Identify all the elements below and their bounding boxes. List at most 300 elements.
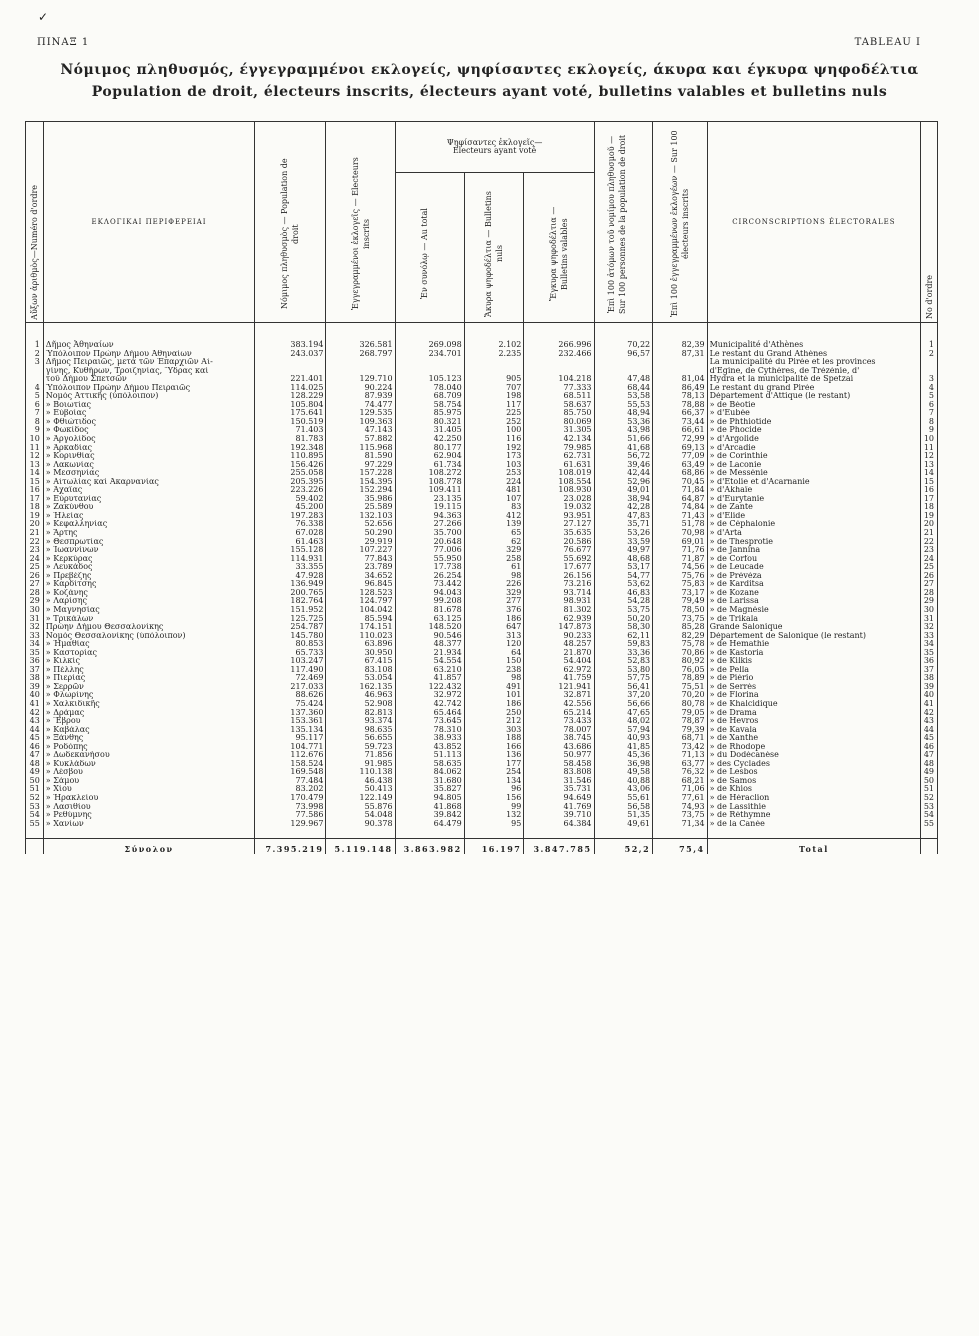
header-pop: Νόμιμος πληθυσμὸς — Population de droit — [255, 122, 326, 323]
row-number: 5 — [26, 392, 44, 401]
row-number-fr: 27 — [921, 580, 938, 589]
total-nul: 16.197 — [464, 839, 524, 854]
row-number-fr: 20 — [921, 520, 938, 529]
pct-registered: 71,06 — [653, 785, 707, 794]
table-row — [26, 418, 938, 427]
row-number: 14 — [26, 469, 44, 478]
region-greek: » Εὐβοίας — [43, 409, 255, 418]
valid-ballots: 93.714 — [524, 589, 594, 598]
row-number: 8 — [26, 418, 44, 427]
table-row — [26, 392, 938, 401]
population: 73.998 — [255, 803, 326, 812]
row-number: 9 — [26, 426, 44, 435]
row-number — [26, 367, 44, 376]
registered-voters: 54.048 — [326, 811, 395, 820]
table-row — [26, 367, 938, 376]
pct-population: 59,83 — [594, 640, 653, 649]
population: 151.952 — [255, 606, 326, 615]
region-french: » de Serrès — [707, 683, 921, 692]
row-number-fr: 13 — [921, 461, 938, 470]
votes-total: 23.135 — [395, 495, 464, 504]
pct-population: 47,65 — [594, 709, 653, 718]
votes-total: 94.043 — [395, 589, 464, 598]
population: 383.194 — [255, 323, 326, 350]
population: 112.676 — [255, 751, 326, 760]
population — [255, 358, 326, 367]
valid-ballots: 39.710 — [524, 811, 594, 820]
invalid-ballots: 224 — [464, 478, 524, 487]
registered-voters: 57.882 — [326, 435, 395, 444]
registered-voters: 154.395 — [326, 478, 395, 487]
table-row — [26, 384, 938, 393]
region-french: » de Drama — [707, 709, 921, 718]
row-number-fr: 32 — [921, 623, 938, 632]
population: 114.025 — [255, 384, 326, 393]
invalid-ballots: 101 — [464, 691, 524, 700]
votes-total: 58.635 — [395, 760, 464, 769]
registered-voters: 85.594 — [326, 615, 395, 624]
valid-ballots: 64.384 — [524, 820, 594, 839]
invalid-ballots: 192 — [464, 444, 524, 453]
row-number: 21 — [26, 529, 44, 538]
region-greek: » Πέλλης — [43, 666, 255, 675]
pct-registered: 71,43 — [653, 512, 707, 521]
region-greek: » Ἀρκαδίας — [43, 444, 255, 453]
invalid-ballots: 250 — [464, 709, 524, 718]
registered-voters: 326.581 — [326, 323, 395, 350]
row-number-fr: 19 — [921, 512, 938, 521]
registered-voters: 71.856 — [326, 751, 395, 760]
row-number-fr: 4 — [921, 384, 938, 393]
header-inscr: Ἐγγεγραμμένοι ἐκλογεῖς — Électeurs inscrits — [326, 122, 395, 323]
population: 125.725 — [255, 615, 326, 624]
invalid-ballots — [464, 367, 524, 376]
invalid-ballots: 226 — [464, 580, 524, 589]
row-number: 15 — [26, 478, 44, 487]
region-greek: » Καρδίτσης — [43, 580, 255, 589]
invalid-ballots: 136 — [464, 751, 524, 760]
population: 71.403 — [255, 426, 326, 435]
pct-registered: 78,13 — [653, 392, 707, 401]
valid-ballots: 108.930 — [524, 486, 594, 495]
row-number: 47 — [26, 751, 44, 760]
votes-total: 38.933 — [395, 734, 464, 743]
pct-population: 53,17 — [594, 563, 653, 572]
votes-total: 42.742 — [395, 700, 464, 709]
registered-voters: 47.143 — [326, 426, 395, 435]
row-number-fr: 29 — [921, 597, 938, 606]
region-greek: » Χίου — [43, 785, 255, 794]
votes-total: 122.432 — [395, 683, 464, 692]
pct-registered: 71,76 — [653, 546, 707, 555]
row-number: 52 — [26, 794, 44, 803]
pct-population: 56,66 — [594, 700, 653, 709]
row-number: 26 — [26, 572, 44, 581]
row-number: 19 — [26, 512, 44, 521]
population: 77.586 — [255, 811, 326, 820]
table-row — [26, 717, 938, 726]
population — [255, 367, 326, 376]
population: 156.426 — [255, 461, 326, 470]
invalid-ballots: 238 — [464, 666, 524, 675]
row-number: 48 — [26, 760, 44, 769]
table-row — [26, 691, 938, 700]
row-number-fr: 55 — [921, 820, 938, 839]
header-ord-gr: Αὔξων ἀριθμὸς—Numéro d'ordre — [26, 122, 44, 323]
votes-total: 32.972 — [395, 691, 464, 700]
region-greek: » Μαγνησίας — [43, 606, 255, 615]
pct-population: 35,71 — [594, 520, 653, 529]
registered-voters: 104.042 — [326, 606, 395, 615]
invalid-ballots: 329 — [464, 546, 524, 555]
region-greek: Νομὸς Ἀττικῆς (ὑπόλοιπον) — [43, 392, 255, 401]
region-french: » d'Eurytanie — [707, 495, 921, 504]
population: 77.484 — [255, 777, 326, 786]
population: 158.524 — [255, 760, 326, 769]
valid-ballots: 94.649 — [524, 794, 594, 803]
invalid-ballots: 117 — [464, 401, 524, 410]
invalid-ballots: 173 — [464, 452, 524, 461]
pct-population: 45,36 — [594, 751, 653, 760]
region-greek: » Λευκάδος — [43, 563, 255, 572]
pct-population: 43,06 — [594, 785, 653, 794]
row-number-fr: 8 — [921, 418, 938, 427]
invalid-ballots: 120 — [464, 640, 524, 649]
region-greek: » Ἄρτης — [43, 529, 255, 538]
pct-registered: 66,61 — [653, 426, 707, 435]
pct-registered: 86,49 — [653, 384, 707, 393]
pct-population: 55,61 — [594, 794, 653, 803]
region-french: » de Magnésie — [707, 606, 921, 615]
pct-registered: 73,75 — [653, 615, 707, 624]
region-french: Municipalité d'Athènes — [707, 323, 921, 350]
pct-registered: 79,49 — [653, 597, 707, 606]
region-greek: Πρώην Δήμου Θεσσαλονίκης — [43, 623, 255, 632]
registered-voters: 50.290 — [326, 529, 395, 538]
population: 137.360 — [255, 709, 326, 718]
votes-total: 41.857 — [395, 674, 464, 683]
valid-ballots: 76.677 — [524, 546, 594, 555]
region-french: » de Lassithie — [707, 803, 921, 812]
region-french: » de Xanthe — [707, 734, 921, 743]
invalid-ballots: 83 — [464, 503, 524, 512]
region-greek: » Εὐρυτανίας — [43, 495, 255, 504]
row-number: 1 — [26, 323, 44, 350]
invalid-ballots: 96 — [464, 785, 524, 794]
pct-population: 42,28 — [594, 503, 653, 512]
votes-total: 108.272 — [395, 469, 464, 478]
pct-registered: 80,92 — [653, 657, 707, 666]
valid-ballots: 73.216 — [524, 580, 594, 589]
row-number: 34 — [26, 640, 44, 649]
table-row — [26, 563, 938, 572]
header-voted-group: Ψηφίσαντες ἐκλογεῖς— Électeurs ayant voté — [395, 122, 594, 173]
invalid-ballots: 376 — [464, 606, 524, 615]
row-number: 22 — [26, 538, 44, 547]
votes-total: 80.177 — [395, 444, 464, 453]
pct-population: 36,98 — [594, 760, 653, 769]
row-number-fr: 41 — [921, 700, 938, 709]
valid-ballots: 77.333 — [524, 384, 594, 393]
registered-voters: 67.415 — [326, 657, 395, 666]
registered-voters: 129.710 — [326, 375, 395, 384]
pct-registered: 74,93 — [653, 803, 707, 812]
row-number: 32 — [26, 623, 44, 632]
registered-voters: 23.789 — [326, 563, 395, 572]
pct-registered: 73,75 — [653, 811, 707, 820]
region-greek: » Θεσπρωτίας — [43, 538, 255, 547]
row-number-fr: 2 — [921, 350, 938, 359]
valid-ballots: 19.032 — [524, 503, 594, 512]
pct-registered: 75,51 — [653, 683, 707, 692]
pct-population: 43,98 — [594, 426, 653, 435]
invalid-ballots: 277 — [464, 597, 524, 606]
pct-population: 49,97 — [594, 546, 653, 555]
region-greek: » Καστορίας — [43, 649, 255, 658]
row-number-fr: 12 — [921, 452, 938, 461]
pct-registered: 72,99 — [653, 435, 707, 444]
invalid-ballots: 134 — [464, 777, 524, 786]
pct-registered: 71,34 — [653, 820, 707, 839]
population: 88.626 — [255, 691, 326, 700]
pct-registered: 71,13 — [653, 751, 707, 760]
population: 221.401 — [255, 375, 326, 384]
row-number-fr: 34 — [921, 640, 938, 649]
pct-registered: 80,78 — [653, 700, 707, 709]
valid-ballots: 68.511 — [524, 392, 594, 401]
invalid-ballots: 186 — [464, 700, 524, 709]
valid-ballots: 93.951 — [524, 512, 594, 521]
pct-population: 41,68 — [594, 444, 653, 453]
invalid-ballots: 95 — [464, 820, 524, 839]
invalid-ballots: 64 — [464, 649, 524, 658]
header-total: Ἐν συνόλῳ — Au total — [395, 173, 464, 323]
pct-population: 54,28 — [594, 597, 653, 606]
population: 217.033 — [255, 683, 326, 692]
votes-total: 80.321 — [395, 418, 464, 427]
population: 145.780 — [255, 632, 326, 641]
pct-population: 54,77 — [594, 572, 653, 581]
table-row — [26, 495, 938, 504]
votes-total: 85.975 — [395, 409, 464, 418]
table-row — [26, 751, 938, 760]
registered-voters: 98.635 — [326, 726, 395, 735]
region-french: » de Zante — [707, 503, 921, 512]
valid-ballots: 62.731 — [524, 452, 594, 461]
votes-total: 269.098 — [395, 323, 464, 350]
pct-registered: 71,87 — [653, 555, 707, 564]
invalid-ballots: 98 — [464, 674, 524, 683]
population: 110.895 — [255, 452, 326, 461]
registered-voters: 122.149 — [326, 794, 395, 803]
votes-total: 77.006 — [395, 546, 464, 555]
region-french: » de Pella — [707, 666, 921, 675]
row-number: 30 — [26, 606, 44, 615]
region-french: » de Kavala — [707, 726, 921, 735]
table-row — [26, 803, 938, 812]
row-number-fr: 26 — [921, 572, 938, 581]
table-row — [26, 640, 938, 649]
region-french: » de Céphalonie — [707, 520, 921, 529]
pct-population: 53,80 — [594, 666, 653, 675]
row-number-fr: 10 — [921, 435, 938, 444]
row-number-fr: 28 — [921, 589, 938, 598]
pct-population: 51,66 — [594, 435, 653, 444]
valid-ballots: 26.156 — [524, 572, 594, 581]
header-region-gr: ΕΚΛΟΓΙΚΑΙ ΠΕΡΙΦΕΡΕΙΑΙ — [43, 122, 255, 323]
row-number: 55 — [26, 820, 44, 839]
votes-total: 84.062 — [395, 768, 464, 777]
valid-ballots: 31.546 — [524, 777, 594, 786]
registered-voters — [326, 367, 395, 376]
row-number: 27 — [26, 580, 44, 589]
pct-registered: 76,32 — [653, 768, 707, 777]
valid-ballots: 42.134 — [524, 435, 594, 444]
votes-total: 65.464 — [395, 709, 464, 718]
row-number-fr: 46 — [921, 743, 938, 752]
votes-total: 94.363 — [395, 512, 464, 521]
valid-ballots: 266.996 — [524, 323, 594, 350]
row-number: 29 — [26, 597, 44, 606]
region-french: » d'Arta — [707, 529, 921, 538]
total-empty — [921, 839, 938, 854]
region-french: » de Samos — [707, 777, 921, 786]
table-row — [26, 777, 938, 786]
row-number-fr: 14 — [921, 469, 938, 478]
header-ord-fr: No d'ordre — [921, 122, 938, 323]
pct-registered: 68,71 — [653, 734, 707, 743]
region-french: » de Prévéza — [707, 572, 921, 581]
registered-voters: 107.227 — [326, 546, 395, 555]
valid-ballots: 41.769 — [524, 803, 594, 812]
registered-voters: 34.652 — [326, 572, 395, 581]
row-number-fr: 31 — [921, 615, 938, 624]
region-french: » de Kilkis — [707, 657, 921, 666]
region-french: » de Florina — [707, 691, 921, 700]
table-row — [26, 597, 938, 606]
votes-total: 31.680 — [395, 777, 464, 786]
votes-total: 73.645 — [395, 717, 464, 726]
pct-population: 39,46 — [594, 461, 653, 470]
registered-voters: 90.378 — [326, 820, 395, 839]
pct-population: 40,93 — [594, 734, 653, 743]
votes-total: 63.210 — [395, 666, 464, 675]
region-greek: » Κυκλάδων — [43, 760, 255, 769]
region-greek: Νομὸς Θεσσαλονίκης (ὑπόλοιπον) — [43, 632, 255, 641]
table-row — [26, 760, 938, 769]
invalid-ballots: 150 — [464, 657, 524, 666]
registered-voters: 81.590 — [326, 452, 395, 461]
table-row — [26, 461, 938, 470]
valid-ballots: 78.007 — [524, 726, 594, 735]
row-number: 28 — [26, 589, 44, 598]
region-french: » de Piério — [707, 674, 921, 683]
valid-ballots: 81.302 — [524, 606, 594, 615]
registered-voters: 93.374 — [326, 717, 395, 726]
votes-total: 31.405 — [395, 426, 464, 435]
registered-voters: 152.294 — [326, 486, 395, 495]
pct-registered: 73,42 — [653, 743, 707, 752]
region-greek: » Φθιώτιδος — [43, 418, 255, 427]
pct-population: 53,26 — [594, 529, 653, 538]
population: 103.247 — [255, 657, 326, 666]
valid-ballots: 48.257 — [524, 640, 594, 649]
row-number: 18 — [26, 503, 44, 512]
region-greek: Ὑπόλοιπον Πρώην Δήμου Ἀθηναίων — [43, 350, 255, 359]
row-number-fr: 11 — [921, 444, 938, 453]
votes-total: 35.827 — [395, 785, 464, 794]
valid-ballots: 32.871 — [524, 691, 594, 700]
registered-voters: 83.108 — [326, 666, 395, 675]
valid-ballots: 58.637 — [524, 401, 594, 410]
pct-population: 48,02 — [594, 717, 653, 726]
pct-registered: 75,78 — [653, 640, 707, 649]
row-number: 17 — [26, 495, 44, 504]
region-french: La municipalité du Pirée et les provinces — [707, 358, 921, 367]
registered-voters: 162.135 — [326, 683, 395, 692]
region-greek: » Σερρῶν — [43, 683, 255, 692]
votes-total: 81.678 — [395, 606, 464, 615]
valid-ballots: 85.750 — [524, 409, 594, 418]
table-row — [26, 409, 938, 418]
table-row — [26, 734, 938, 743]
table-row — [26, 580, 938, 589]
pct-population: 58,30 — [594, 623, 653, 632]
population: 255.058 — [255, 469, 326, 478]
region-french: » d'Elide — [707, 512, 921, 521]
row-number-fr: 43 — [921, 717, 938, 726]
row-number-fr: 18 — [921, 503, 938, 512]
region-french: » de Jannina — [707, 546, 921, 555]
registered-voters: 268.797 — [326, 350, 395, 359]
row-number-fr: 53 — [921, 803, 938, 812]
row-number: 12 — [26, 452, 44, 461]
invalid-ballots: 156 — [464, 794, 524, 803]
votes-total: 20.648 — [395, 538, 464, 547]
pct-population: 40,88 — [594, 777, 653, 786]
invalid-ballots: 62 — [464, 538, 524, 547]
population: 150.519 — [255, 418, 326, 427]
population: 153.361 — [255, 717, 326, 726]
registered-voters: 30.950 — [326, 649, 395, 658]
region-greek: » Ξάνθης — [43, 734, 255, 743]
pct-registered: 77,09 — [653, 452, 707, 461]
invalid-ballots: 177 — [464, 760, 524, 769]
valid-ballots: 73.433 — [524, 717, 594, 726]
table-row — [26, 323, 938, 350]
invalid-ballots: 100 — [464, 426, 524, 435]
valid-ballots: 31.305 — [524, 426, 594, 435]
invalid-ballots: 99 — [464, 803, 524, 812]
total-pop: 7.395.219 — [255, 839, 326, 854]
table-row — [26, 572, 938, 581]
row-number: 43 — [26, 717, 44, 726]
registered-voters: 53.054 — [326, 674, 395, 683]
region-french: » de Béotie — [707, 401, 921, 410]
total-ins: 5.119.148 — [326, 839, 395, 854]
region-greek: » Λακωνίας — [43, 461, 255, 470]
header-nuls: Ἄκυρα ψηφοδέλτια — Bulletins nuls — [464, 173, 524, 323]
invalid-ballots: 225 — [464, 409, 524, 418]
invalid-ballots: 707 — [464, 384, 524, 393]
population: 200.765 — [255, 589, 326, 598]
votes-total: 78.040 — [395, 384, 464, 393]
registered-voters: 59.723 — [326, 743, 395, 752]
total-fr: Total — [707, 839, 921, 854]
votes-total: 55.950 — [395, 555, 464, 564]
registered-voters: 115.968 — [326, 444, 395, 453]
pct-population: 37,20 — [594, 691, 653, 700]
